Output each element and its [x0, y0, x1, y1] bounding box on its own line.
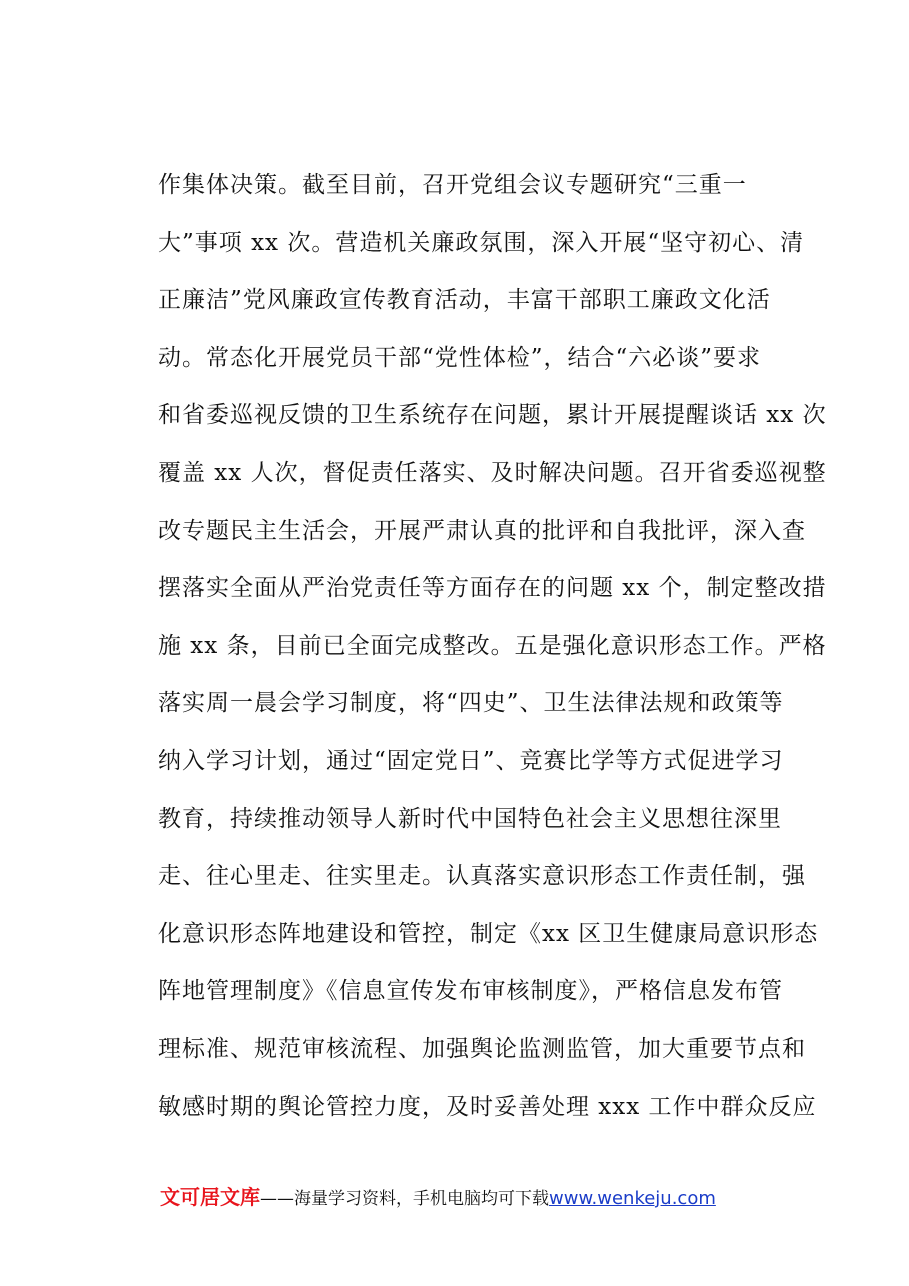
document-body	[158, 163, 827, 1142]
body-line: 走、往心里走、往实里走。认真落实意识形态工作责任制，强	[158, 863, 806, 890]
body-line: 敏感时期的舆论管控力度，及时妥善处理 xxx 工作中群众反应	[158, 1093, 817, 1120]
body-line: 理标准、规范审核流程、加强舆论监测监管，加大重要节点和	[158, 1035, 806, 1062]
body-line: 正廉洁”党风廉政宣传教育活动，丰富干部职工廉政文化活	[158, 287, 771, 314]
body-line: 大”事项 xx 次。营造机关廉政氛围，深入开展“坚守初心、清	[158, 229, 805, 256]
body-line: 摆落实全面从严治党责任等方面存在的问题 xx 个，制定整改措	[158, 575, 827, 602]
page-footer	[160, 1182, 716, 1212]
body-line: 落实周一晨会学习制度，将“四史”、卫生法律法规和政策等	[158, 690, 784, 717]
footer-website-link[interactable]: www.wenkeju.com	[549, 1188, 716, 1209]
body-line: 化意识形态阵地建设和管控，制定《xx 区卫生健康局意识形态	[158, 920, 819, 947]
body-line: 阵地管理制度》《信息宣传发布审核制度》，严格信息发布管	[158, 978, 783, 1005]
body-line: 施 xx 条，目前已全面完成整改。五是强化意识形态工作。严格	[158, 632, 827, 659]
body-line: 改专题民主生活会，开展严肃认真的批评和自我批评，深入查	[158, 517, 806, 544]
footer-brand: 文可居文库	[160, 1185, 260, 1209]
body-line: 纳入学习计划，通过“固定党日”、竞赛比学等方式促进学习	[158, 747, 784, 774]
body-line: 覆盖 xx 人次，督促责任落实、及时解决问题。召开省委巡视整	[158, 459, 827, 486]
body-line: 动。常态化开展党员干部“党性体检”，结合“六必谈”要求	[158, 344, 762, 371]
body-line: 作集体决策。截至目前，召开党组会议专题研究“三重一	[158, 172, 747, 198]
footer-tagline: ——海量学习资料，手机电脑均可下载	[260, 1189, 549, 1209]
body-line: 教育，持续推动领导人新时代中国特色社会主义思想往深里	[158, 805, 782, 832]
body-line: 和省委巡视反馈的卫生系统存在问题，累计开展提醒谈话 xx 次	[158, 402, 827, 429]
